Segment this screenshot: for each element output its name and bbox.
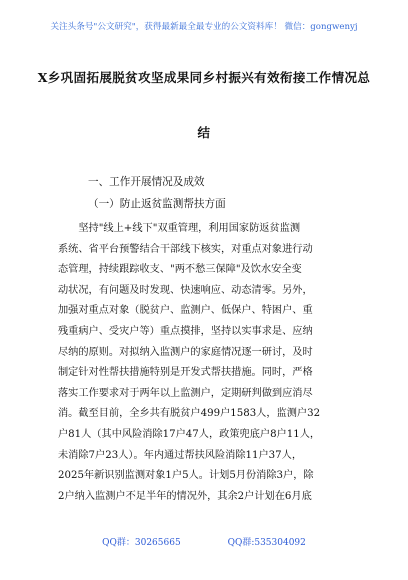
- paragraph-line: 落实工作要求对于两年以上监测户，定期研判做到应消尽: [58, 387, 313, 399]
- section-heading: 一、工作开展情况及成效: [88, 176, 205, 188]
- footer-contacts: [0, 535, 408, 548]
- paragraph-line: 2户纳入监测户不足半年的情况外，其余2户计划在6月底: [58, 490, 312, 502]
- paragraph-line: 坚持"线上+线下"双重管理，利用国家防返贫监测: [58, 223, 301, 234]
- paragraph-line: 2025年新识别监测对象1户5人。计划5月份消除3户，除: [58, 470, 314, 482]
- paragraph-line: 系统、省平台预警结合干部线下核实，对重点对象进行动: [58, 243, 313, 255]
- paragraph-line: 动状况，有问题及时发现、快速响应、动态清零。另外，: [58, 284, 313, 296]
- paragraph-line: 户81人（其中风险消除17户47人，政策兜底户8户11人，: [58, 428, 321, 440]
- subsection-heading: （一）防止返贫监测帮扶方面: [88, 198, 226, 210]
- document-title-line-2: 结: [197, 125, 211, 140]
- paragraph-line: 消。截至目前，全乡共有脱贫户499户1583人，监测户32: [58, 408, 321, 420]
- document-title-line-1: X乡巩固拓展脱贫攻坚成果同乡村振兴有效衔接工作情况总: [37, 70, 371, 85]
- paragraph-line: 加强对重点对象（脱贫户、监测户、低保户、特困户、重: [58, 305, 313, 317]
- footer-qq-group: QQ群：30265665: [102, 538, 181, 548]
- paragraph-line: 尽纳的原则。对拟纳入监测户的家庭情况逐一研讨，及时: [58, 346, 313, 358]
- paragraph-line: 残重病户、受灾户等）重点摸排，坚持以实事求是、应纳: [58, 325, 313, 337]
- paragraph-line: 未消除7户23人）。年内通过帮扶风险消除11户37人，: [58, 449, 303, 461]
- paragraph-line: 制定针对性帮扶措施特别是开发式帮扶措施。同时，严格: [58, 367, 313, 379]
- footer-qq-group-2: QQ群:535304092: [227, 538, 306, 548]
- paragraph-line: 态管理，持续跟踪收支、"两不愁三保障"及饮水安全变: [58, 264, 302, 276]
- promo-banner: 关注头条号"公文研究"，获得最新最全最专业的公文资料库！ 微信：gongwenyj: [50, 22, 358, 32]
- body-paragraph: [58, 219, 350, 507]
